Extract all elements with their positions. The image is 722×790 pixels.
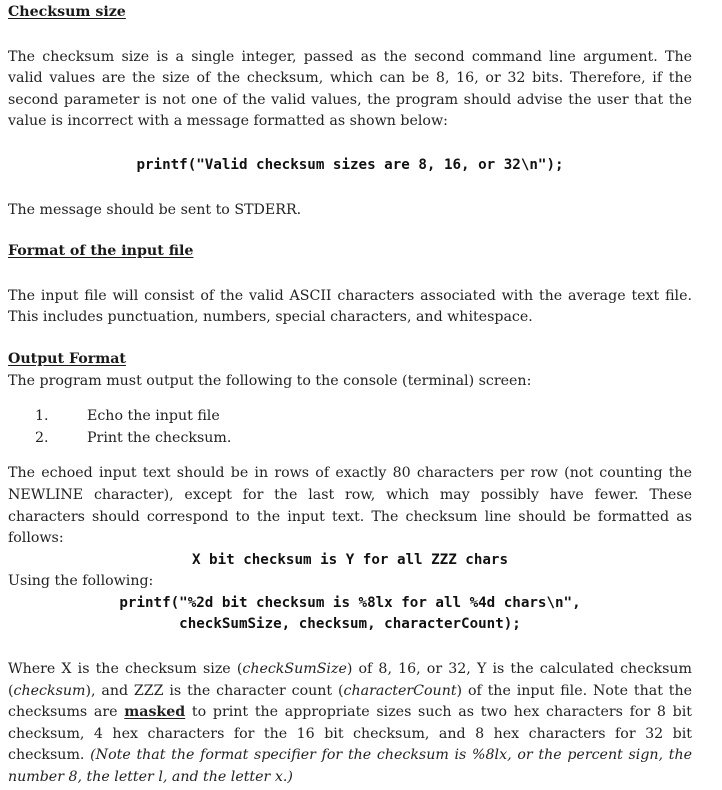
variable-name: checksum [13,682,86,699]
text-run: ) of 8, 16, or 32, Y is the calculated checksum ( [8,661,692,699]
masked-emphasis: masked [124,704,186,721]
checksum-size-paragraph: The checksum size is a single integer, passed as the second command line argument. The valid values are the size of the checksum, which can be 8, 16, or 32 bits. Therefore, if the second parameter is not one of the valid values, the program should advise the user that the value is incorrect with a message formatted as shown below: [8,48,692,130]
variable-name: characterCount [343,682,457,699]
echo-rows-paragraph: The echoed input text should be in rows of exactly 80 characters per row (not counting the NEWLINE character), except for the last row, which may possibly have fewer. These characters should correspond to the input text. The checksum line should be formatted as follows: [8,465,692,547]
list-item-text: Print the checksum. [87,429,232,446]
list-item-number: 1. [35,408,49,425]
text-run: ) of the input file. Note that the checksums are [8,682,693,721]
printf-format-line-1: printf("%2d bit checksum is %8lx for all %4d chars\n", [119,594,581,611]
output-format-heading: Output Format [8,350,126,367]
using-following-label: Using the following: [8,573,154,590]
printf-format-line-2: checkSumSize, checksum, characterCount); [179,616,521,633]
list-item [8,428,692,450]
list-item [8,406,692,428]
list-item-number: 2. [35,429,49,446]
format-specifier-note: (Note that the format specifier for the checksum is %8lx, or the percent sign, the number 8, the letter l, and the letter x.) [8,747,693,786]
output-format-intro: The program must output the following to the console (terminal) screen: [8,372,532,389]
checksum-explanation-paragraph [8,659,692,789]
error-printf-line: printf("Valid checksum sizes are 8, 16, or 32\n"); [136,156,564,173]
stderr-note: The message should be sent to STDERR. [8,201,302,218]
variable-name: checkSumSize [242,661,347,678]
checksum-size-heading: Checksum size [8,4,126,20]
input-format-heading: Format of the input file [8,243,194,260]
checksum-format-line: X bit checksum is Y for all ZZZ chars [191,551,509,568]
list-item-text: Echo the input file [87,408,220,425]
text-run: Where X is the checksum size ( [8,661,243,678]
text-run: to print the appropriate sizes such as two hex characters for 8 bit checksum, 4 hex characters for the 16 bit checksum, and 8 hex characters for 32 bit checksum. [8,704,692,764]
output-steps-list [8,406,692,449]
text-run: ), and ZZZ is the character count ( [85,682,344,699]
input-format-paragraph: The input file will consist of the valid ASCII characters associated with the average text file. This includes punctuation, numbers, special characters, and whitespace. [8,287,692,326]
